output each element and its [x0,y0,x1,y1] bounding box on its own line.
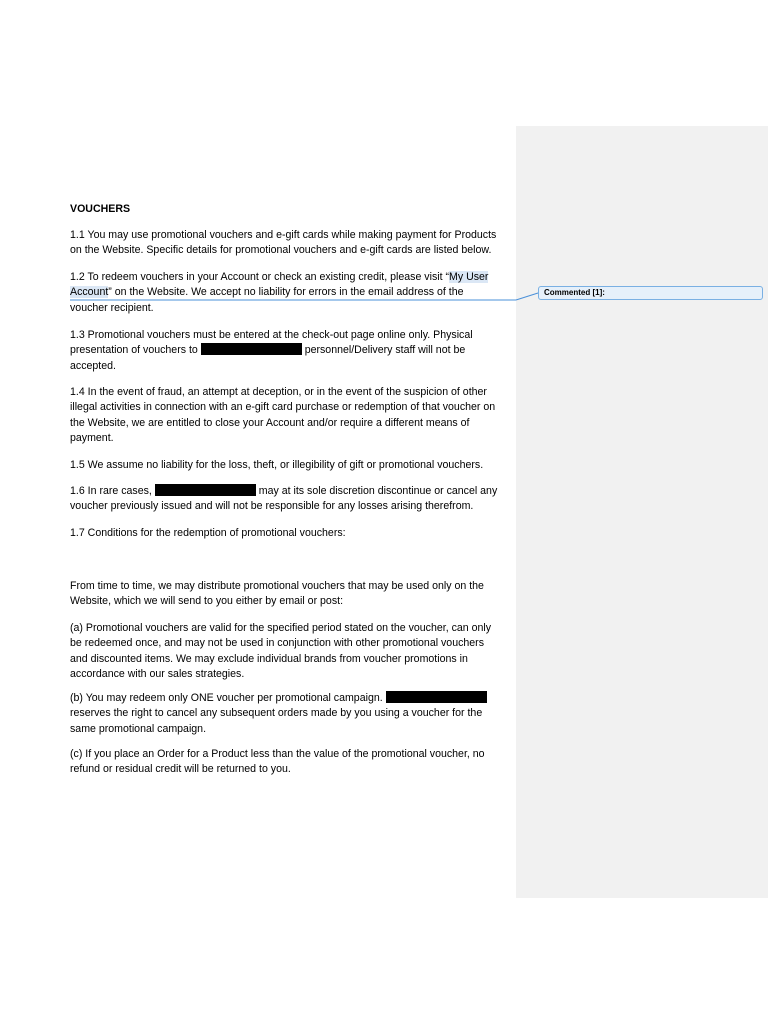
paragraph-1-7: 1.7 Conditions for the redemption of promotional vouchers: [70,527,346,539]
text-line: on the Website. Specific details for promotional vouchers and e-gift cards are listed below. [70,244,492,257]
text-line: (a) Promotional vouchers are valid for the specified period stated on the voucher, can only [70,622,492,634]
text-segment: personnel/Delivery staff will not be [304,344,466,357]
text-line: refund or residual credit will be returned to you. [70,763,291,776]
comment-label: Commented [1]: [544,288,605,297]
redaction-bar [155,484,256,496]
text-line: Website, which we will send to you either by email or post: [70,595,344,608]
text-line: reserves the right to cancel any subsequent orders made by you using a voucher for the [70,707,483,720]
text-segment: ” on the Website. We accept no liability for errors in the email address of the [108,286,464,299]
paragraph-1-5: 1.5 We assume no liability for the loss, theft, or illegibility of gift or promotional vouchers. [70,459,484,471]
paragraph-b [70,691,510,737]
comment-anchor-text[interactable]: Account [70,286,109,299]
paragraph-c [70,747,510,778]
paragraph-from-time-to-time [70,579,510,610]
text-segment: may at its sole discretion discontinue or cancel any [258,485,498,497]
text-segment: 1.6 In rare cases, [70,485,152,497]
comment-anchor-text[interactable]: My User [449,271,489,283]
text-line: 1.1 You may use promotional vouchers and e-gift cards while making payment for Products [70,229,497,241]
text-line: and discounted items. We may exclude individual brands from voucher promotions in [70,652,468,665]
text-line: the Website, we are entitled to close your Account and/or require a different means of [70,416,470,429]
redaction-bar [386,691,487,703]
text-segment: (b) You may redeem only ONE voucher per promotional campaign. [70,692,383,704]
text-line: From time to time, we may distribute promotional vouchers that may be used only on the [70,580,484,592]
text-segment: 1.2 To redeem vouchers in your Account or check an existing credit, please visit “ [70,271,450,283]
text-segment: presentation of vouchers to [70,344,198,357]
text-line: 1.3 Promotional vouchers must be entered at the check-out page online only. Physical [70,329,473,341]
text-line: be redeemed once, and may not be used in conjunction with other promotional vouchers [70,637,484,650]
section-heading: VOUCHERS [70,203,131,215]
text-line: same promotional campaign. [70,722,207,735]
paragraph-a [70,621,510,683]
text-line: illegal activities in connection with an e-gift card purchase or redemption of that voucher on [70,401,496,414]
comment-pane [516,126,768,898]
text-line: voucher recipient. [70,301,154,314]
paragraph-1-1 [70,228,510,259]
paragraph-1-6 [70,484,510,515]
text-line: payment. [70,432,114,445]
text-line: 1.4 In the event of fraud, an attempt at deception, or in the event of the suspicion of other [70,386,487,398]
redaction-bar [201,343,302,355]
text-line: accordance with our sales strategies. [70,668,245,681]
paragraph-1-4 [70,385,510,447]
text-line: voucher previously issued and will not be responsible for any losses arising therefrom. [70,500,474,513]
text-line: accepted. [70,359,116,372]
paragraph-1-2 [70,270,510,316]
text-line: (c) If you place an Order for a Product less than the value of the promotional voucher, no [70,748,485,760]
paragraph-1-3 [70,328,510,374]
comment-balloon[interactable] [538,286,763,300]
